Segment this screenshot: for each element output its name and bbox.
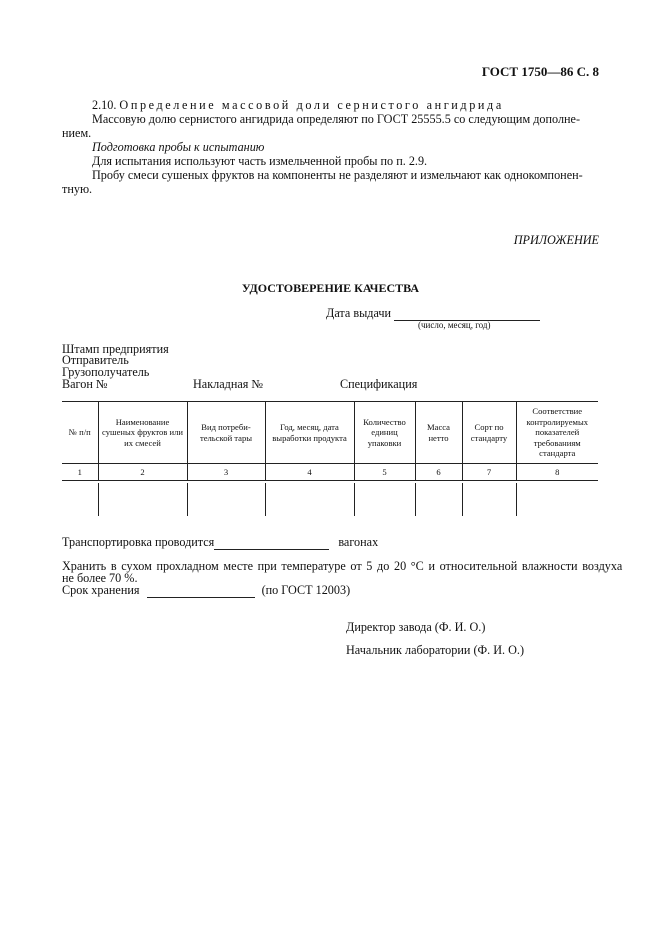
transport-field [62,535,378,550]
section-heading-line [92,98,504,113]
storage-line-2: не более 70 %. [62,571,138,585]
spec-label: Спецификация [340,377,418,391]
table-number-cell: 4 [265,464,354,481]
page-header-code: ГОСТ 1750—86 С. 8 [481,64,599,79]
table-header-cell: № п/п [62,402,98,464]
table-header-cell: Масса нетто [415,402,462,464]
date-label: Дата выдачи [326,306,392,320]
paragraph-1-line-2: нием. [62,126,92,140]
table-empty-cell [462,483,516,516]
consignee-label: Грузополучатель [62,365,150,379]
stamp-label: Штамп предприятия [62,342,169,356]
table-header-cell: Количество единиц упаковки [354,402,415,464]
table-header-cell: Вид потреби-тельской тары [187,402,265,464]
invoice-label: Накладная № [193,377,264,391]
table-number-cell: 3 [187,464,265,481]
paragraph-3-line-2: тную. [62,182,93,196]
shelf-ref: (по ГОСТ 12003) [261,583,351,597]
table-header-cell: Наименование сушеных фруктов или их смесей [98,402,187,464]
appendix-label: ПРИЛОЖЕНИЕ [513,233,599,247]
table-number-cell: 2 [98,464,187,481]
shelf-blank-line [147,586,255,598]
table-number-cell: 1 [62,464,98,481]
paragraph-1-line-1: Массовую долю сернистого ангидрида определяют по ГОСТ 25555.5 со следующим дополне- [92,112,581,126]
table-empty-cell [98,483,187,516]
table-row [62,483,598,516]
transport-unit: вагонах [338,535,379,549]
sender-label: Отправитель [62,353,129,367]
table-empty-cell [516,483,598,516]
table-header-row [62,402,598,464]
subheading: Подготовка пробы к испытанию [92,140,265,154]
table-empty-cell [62,483,98,516]
table-number-cell: 7 [462,464,516,481]
storage-line-1: Хранить в сухом прохладном месте при температуре от 5 до 20 °С и относительной влажности воздуха [62,559,623,573]
section-number: 2.10. [92,98,117,112]
section-heading: Определение массовой доли сернистого ангидрида [119,98,504,112]
paragraph-2: Для испытания используют часть измельченной пробы по п. 2.9. [92,154,428,168]
table-header-cell: Соответствие контролируемых показателей требованиям стандарта [516,402,598,464]
table-number-cell: 8 [516,464,598,481]
date-hint: (число, месяц, год) [418,320,491,330]
transport-label: Транспортировка проводится [62,535,215,549]
shelf-label: Срок хранения [62,583,140,597]
table-empty-cell [187,483,265,516]
table-empty-cell [354,483,415,516]
date-field [326,306,540,321]
wagon-label: Вагон № [62,377,108,391]
lab-head-signature: Начальник лаборатории (Ф. И. О.) [346,643,525,657]
table-number-cell: 6 [415,464,462,481]
table-number-row [62,464,598,481]
director-signature: Директор завода (Ф. И. О.) [346,620,486,634]
paragraph-3-line-1: Пробу смеси сушеных фруктов на компоненты не разделяют и измельчают как однокомпонен- [92,168,583,182]
table-number-cell: 5 [354,464,415,481]
document-title: УДОСТОВЕРЕНИЕ КАЧЕСТВА [241,281,420,295]
table-empty-cell [265,483,354,516]
quality-table [62,401,598,516]
table-header-cell: Сорт по стандарту [462,402,516,464]
shelf-field [62,583,350,598]
transport-blank-line [214,538,329,550]
table-empty-cell [415,483,462,516]
table-header-cell: Год, месяц, дата выработки продукта [265,402,354,464]
